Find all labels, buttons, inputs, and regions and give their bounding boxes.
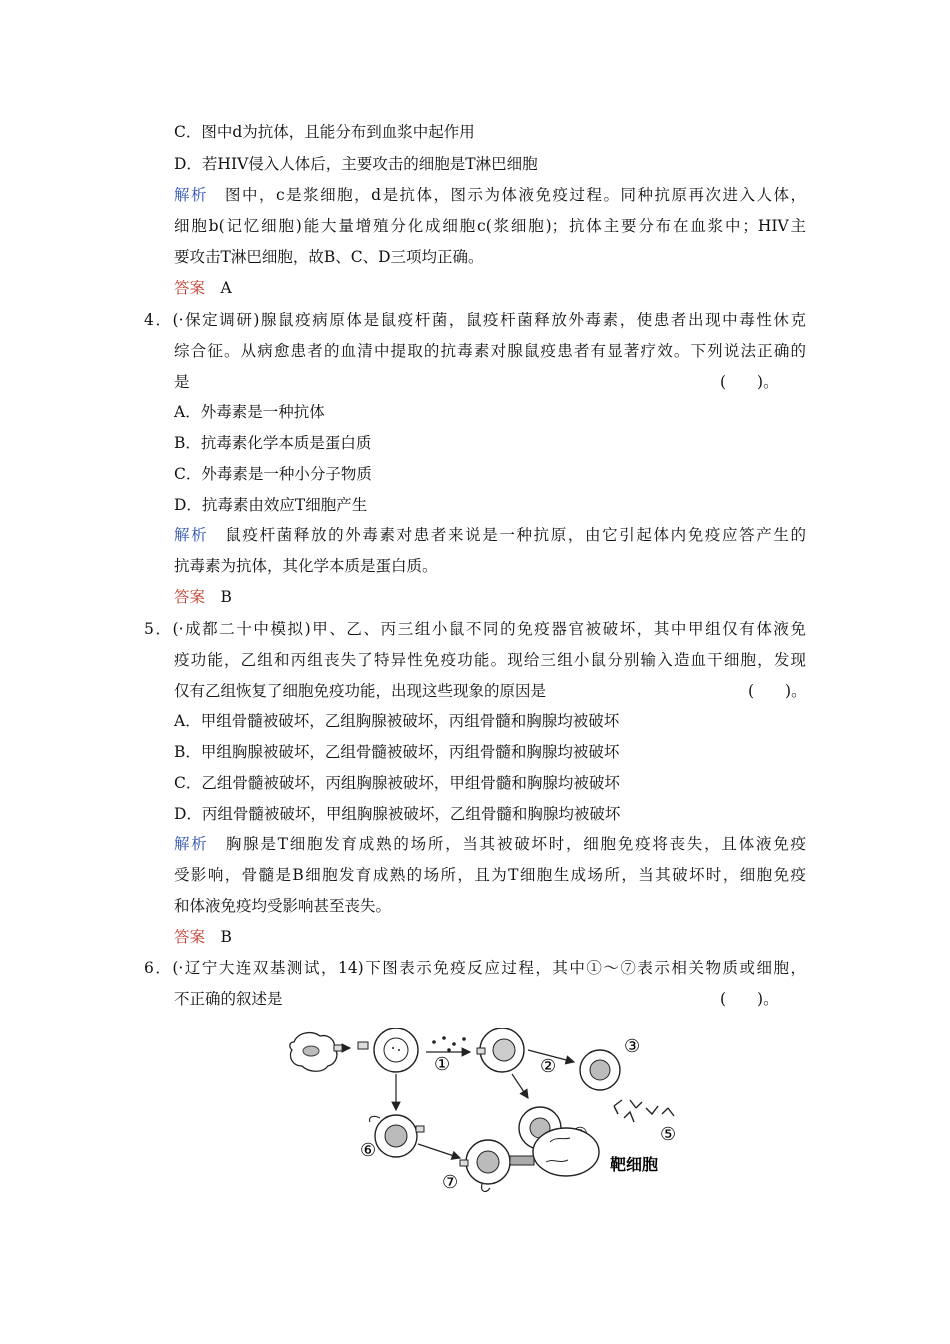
answer-label: 答案	[174, 279, 206, 297]
analysis-label: 解析	[174, 186, 208, 204]
q6-answer-blank: ( )。	[720, 990, 779, 1008]
effector-t-cell	[369, 1115, 424, 1157]
answer-label: 答案	[174, 588, 206, 606]
analysis-text: 鼠疫杆菌释放的外毒素对患者来说是一种抗原，由它引起体内免疫应答产生的	[225, 526, 806, 544]
q4-option-b: B．抗毒素化学本质是蛋白质	[174, 434, 372, 452]
q3-option-d: D．若HIV侵入人体后，主要攻击的细胞是T淋巴细胞	[174, 155, 538, 173]
q3-option-c: C．图中d为抗体，且能分布到血浆中起作用	[174, 123, 475, 141]
q4-option-d: D．抗毒素由效应T细胞产生	[174, 496, 368, 514]
q4-analysis-line-2: 抗毒素为抗体，其化学本质是蛋白质。	[174, 557, 438, 575]
label-5: ⑤	[660, 1124, 677, 1145]
q5-analysis-line-1	[174, 834, 806, 854]
q4-stem-line-1: 4．(·保定调研)腺鼠疫病原体是鼠疫杆菌，鼠疫杆菌释放外毒素，使患者出现中毒性休克	[144, 311, 806, 329]
cytotoxic-t-cell	[460, 1140, 534, 1191]
q4-stem-line-3: 是	[174, 373, 190, 391]
q4-answer-blank: ( )。	[720, 373, 779, 391]
q4-answer	[174, 587, 232, 607]
receptor-icon	[334, 1045, 343, 1051]
answer-value: A	[220, 279, 232, 297]
answer-value: B	[220, 588, 232, 606]
q4-option-c: C．外毒素是一种小分子物质	[174, 465, 372, 483]
q5-option-a: A．甲组骨髓被破坏，乙组胸腺被破坏，丙组骨髓和胸腺均被破坏	[174, 712, 620, 730]
q5-stem-line-1: 5．(·成都二十中模拟)甲、乙、丙三组小鼠不同的免疫器官被破坏，其中甲组仅有体液免	[144, 620, 806, 638]
label-1: ①	[434, 1054, 451, 1075]
answer-label: 答案	[174, 928, 206, 946]
label-6: ⑥	[360, 1140, 377, 1161]
label-2: ②	[540, 1056, 557, 1077]
q5-option-d: D．丙组骨髓被破坏，甲组胸腺被破坏，乙组骨髓和胸腺均被破坏	[174, 805, 621, 823]
antigen-presenting-cell	[290, 1033, 337, 1072]
t-cell	[358, 1028, 418, 1072]
label-3: ③	[624, 1036, 641, 1057]
q5-option-b: B．甲组胸腺被破坏，乙组骨髓被破坏，丙组骨髓和胸腺均被破坏	[174, 743, 620, 761]
target-cell	[533, 1128, 599, 1176]
q3-analysis-line-1	[174, 185, 806, 205]
arrow-to-memory	[512, 1074, 528, 1098]
q6-stem-line-2: 不正确的叙述是	[174, 990, 283, 1008]
q5-option-c: C．乙组骨髓被破坏，丙组胸腺被破坏，甲组骨髓和胸腺均被破坏	[174, 774, 620, 792]
q5-answer	[174, 927, 232, 947]
analysis-text: 胸腺是T细胞发育成熟的场所，当其被破坏时，细胞免疫将丧失，且体液免疫	[225, 835, 806, 853]
q3-analysis-line-3: 要攻击T淋巴细胞，故B、C、D三项均正确。	[174, 248, 484, 266]
label-7: ⑦	[442, 1172, 459, 1193]
q4-analysis-line-1	[174, 525, 806, 545]
q5-stem-line-3: 仅有乙组恢复了细胞免疫功能，出现这些现象的原因是	[174, 682, 547, 700]
target-cell-label: 靶细胞	[610, 1155, 659, 1174]
q5-answer-blank: ( )。	[748, 682, 807, 700]
lymphokine-dots	[432, 1036, 466, 1052]
immune-response-figure	[284, 1028, 704, 1196]
analysis-label: 解析	[174, 835, 209, 853]
arrow-to-cytotoxic	[418, 1144, 460, 1158]
answer-value: B	[220, 928, 232, 946]
plasma-cell	[580, 1050, 620, 1090]
b-cell	[477, 1028, 524, 1072]
q3-answer	[174, 278, 232, 298]
q5-analysis-line-3: 和体液免疫均受影响甚至丧失。	[174, 897, 392, 915]
q3-analysis-line-2: 细胞b(记忆细胞)能大量增殖分化成细胞c(浆细胞)；抗体主要分布在血浆中；HIV主	[174, 217, 806, 235]
analysis-text: 图中，c是浆细胞，d是抗体，图示为体液免疫过程。同种抗原再次进入人体，	[225, 186, 806, 204]
q4-stem-line-2: 综合征。从病愈患者的血清中提取的抗毒素对腺鼠疫患者有显著疗效。下列说法正确的	[174, 342, 806, 360]
q4-option-a: A．外毒素是一种抗体	[174, 403, 325, 421]
q5-analysis-line-2: 受影响，骨髓是B细胞发育成熟的场所，且为T细胞生成场所，当其破坏时，细胞免疫	[174, 866, 806, 884]
q6-stem-line-1: 6．(·辽宁大连双基测试，14)下图表示免疫反应过程，其中①～⑦表示相关物质或细胞，	[144, 959, 806, 977]
analysis-label: 解析	[174, 526, 209, 544]
q5-stem-line-2: 疫功能，乙组和丙组丧失了特异性免疫功能。现给三组小鼠分别输入造血干细胞，发现	[174, 651, 806, 669]
antibody-icons	[614, 1100, 674, 1122]
